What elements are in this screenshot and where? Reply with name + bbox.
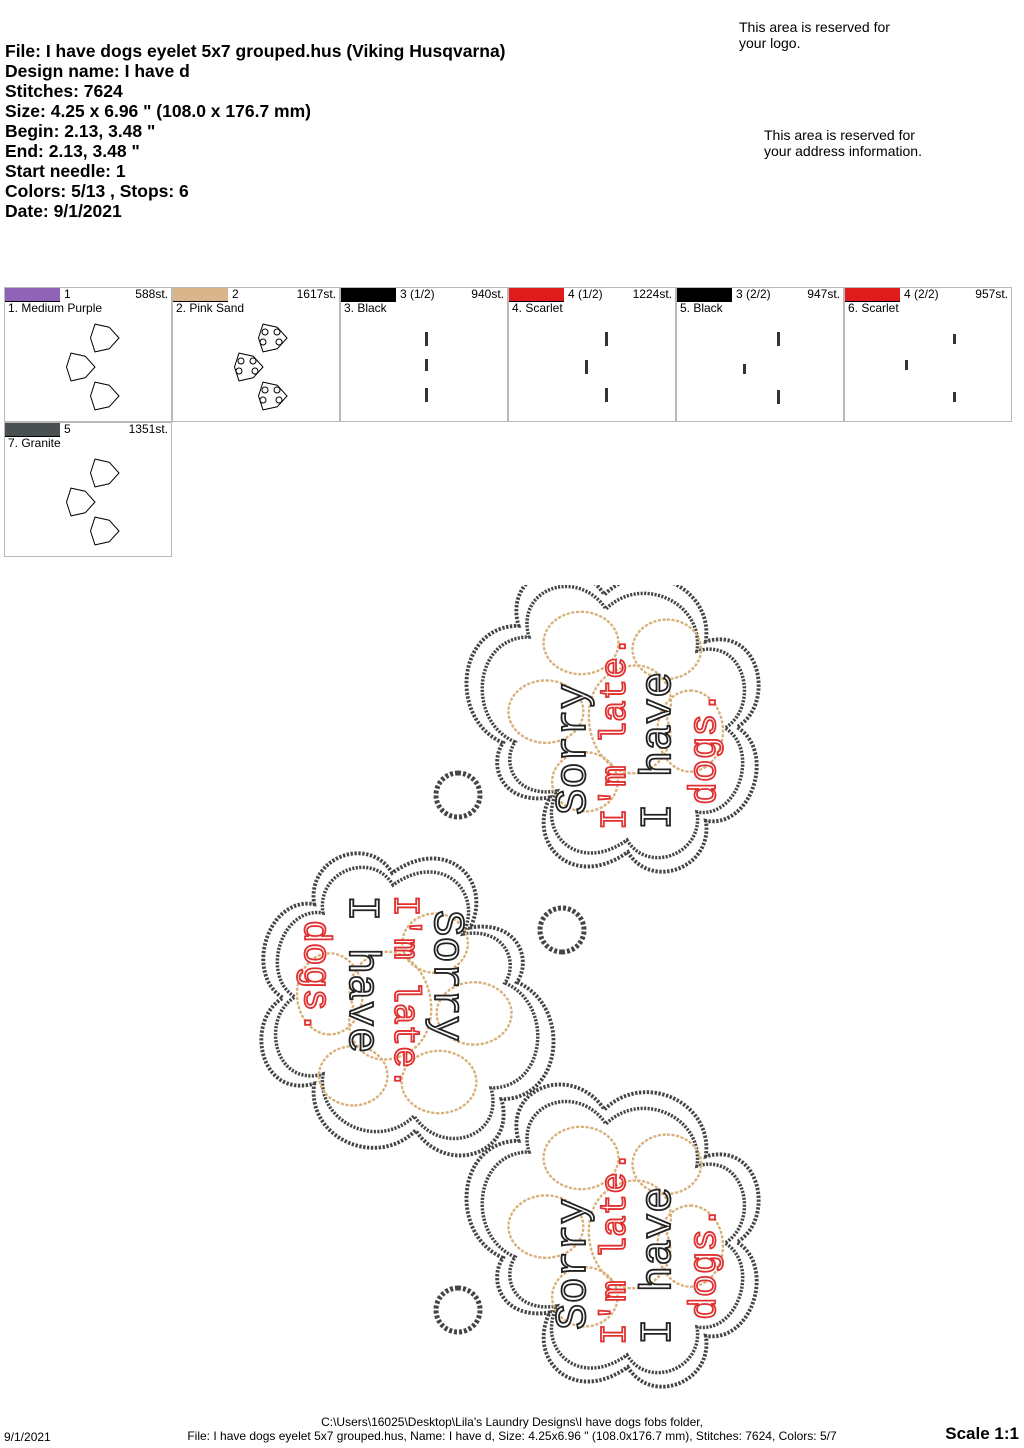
paw-shape [259,324,288,352]
text-thumbnail [509,316,675,421]
start-needle-line: Start needle: 1 [5,161,126,181]
color-stop-1 [4,287,172,422]
address-note-line1: This area is reserved for [764,127,915,143]
footer-info-line: File: I have dogs eyelet 5x7 grouped.hus, Name: I have d, Size: 4.25x6.96 " (108.0x176.7 mm), Stitches: 7624, Colors: 5/7 [187,1429,837,1443]
file-line: File: I have dogs eyelet 5x7 grouped.hus (Viking Husqvarna) [5,41,506,61]
paw-shape [67,488,96,516]
color-swatch [509,288,564,302]
thread-name: 1. Medium Purple [8,301,103,315]
paw-shape [67,353,96,381]
text-i-have: I have [634,1186,684,1345]
text-i-have: I have [336,895,386,1054]
paw-shape [235,353,264,381]
paw-pad [276,397,282,403]
paw-thumbs [67,324,120,410]
paw-thumbs [67,459,120,545]
thread-name: 7. Granite [8,436,61,450]
stitch-count: 957st. [975,287,1008,301]
text-dogs: dogs. [684,690,727,805]
footer-date: 9/1/2021 [4,1430,51,1444]
eyelet-tab [436,1288,480,1332]
needle-number: 3 (1/2) [400,287,435,301]
stitches-line: Stitches: 7624 [5,81,123,101]
paw-pad [238,358,244,364]
address-note-line2: your address information. [764,143,922,159]
color-swatch [845,288,900,302]
paw-shape [91,382,120,410]
text-thumbnail [845,316,1011,421]
paw-fob-middle [261,853,584,1155]
paw-thumbs [235,324,288,410]
design-info [5,41,506,221]
footer-file-info [0,1415,1024,1443]
thread-name: 4. Scarlet [512,301,563,315]
end-line: End: 2.13, 3.48 " [5,141,140,161]
paw-pad [252,368,258,374]
paw-shape [91,517,120,545]
stitch-count: 947st. [807,287,840,301]
needle-number: 1 [64,287,71,301]
size-line: Size: 4.25 x 6.96 " (108.0 x 176.7 mm) [5,101,311,121]
paw-pad [274,387,280,393]
thread-name: 2. Pink Sand [176,301,245,315]
text-sorry: Sorry [549,682,599,815]
paw-pad [276,339,282,345]
stitch-count: 940st. [471,287,504,301]
paw-shape [91,459,120,487]
needle-number: 4 (1/2) [568,287,603,301]
color-stop-4 [508,287,676,422]
text-dogs: dogs. [684,1205,727,1320]
text-dogs: dogs. [293,920,336,1035]
thread-name: 6. Scarlet [848,301,899,315]
colors-line: Colors: 5/13 , Stops: 6 [5,181,189,201]
address-reserved-note [764,127,922,159]
thread-name: 5. Black [680,301,723,315]
eyelet-tab [436,773,480,817]
stitch-preview [250,585,780,1415]
paw-pad [260,339,266,345]
color-swatch [5,423,60,437]
paw-pad [274,329,280,335]
color-stop-7 [4,422,172,557]
stitch-count: 1224st. [632,287,672,301]
needle-number: 4 (2/2) [904,287,939,301]
paw-shape [91,324,120,352]
text-thumbnail [341,316,507,421]
text-im-late: I'm late. [595,1150,636,1345]
logo-reserved-note [739,19,890,51]
logo-note-line2: your logo. [739,35,801,51]
text-thumbnail [677,316,843,421]
text-im-late: I'm late. [595,635,636,830]
paw-outline-thumbnail [5,451,171,556]
text-sorry: Sorry [549,1197,599,1330]
begin-line: Begin: 2.13, 3.48 " [5,121,156,141]
color-stop-5 [676,287,844,422]
color-swatch [5,288,60,302]
design-name-line: Design name: I have d [5,61,190,81]
text-i-have: I have [634,671,684,830]
paw-shape [259,382,288,410]
paw-pad [250,358,256,364]
logo-note-line1: This area is reserved for [739,19,890,35]
paw-pad [262,329,268,335]
paw-pad [260,397,266,403]
paw-outline-thumbnail [5,316,171,421]
stitch-count: 1351st. [128,422,168,436]
paw-pad [262,387,268,393]
thread-name: 3. Black [344,301,387,315]
color-swatch [341,288,396,302]
color-stop-2 [172,287,340,422]
needle-number: 5 [64,422,71,436]
eyelet-tab [540,908,584,952]
stitch-count: 588st. [135,287,168,301]
color-stop-3 [340,287,508,422]
paw-fob-bottom [436,1085,759,1387]
paw-pads-thumbnail [173,316,339,421]
color-swatch [677,288,732,302]
color-stop-6 [844,287,1012,422]
needle-number: 2 [232,287,239,301]
color-swatch [173,288,228,302]
footer-path-line: C:\Users\16025\Desktop\Lila's Laundry Designs\I have dogs fobs folder, [321,1415,703,1429]
scale-label: Scale 1:1 [945,1424,1019,1443]
text-sorry: Sorry [421,910,471,1043]
paw-fob-top [436,585,759,872]
paw-pad [236,368,242,374]
stitch-count: 1617st. [296,287,336,301]
needle-number: 3 (2/2) [736,287,771,301]
text-im-late: I'm late. [384,895,425,1090]
date-line: Date: 9/1/2021 [5,201,122,221]
